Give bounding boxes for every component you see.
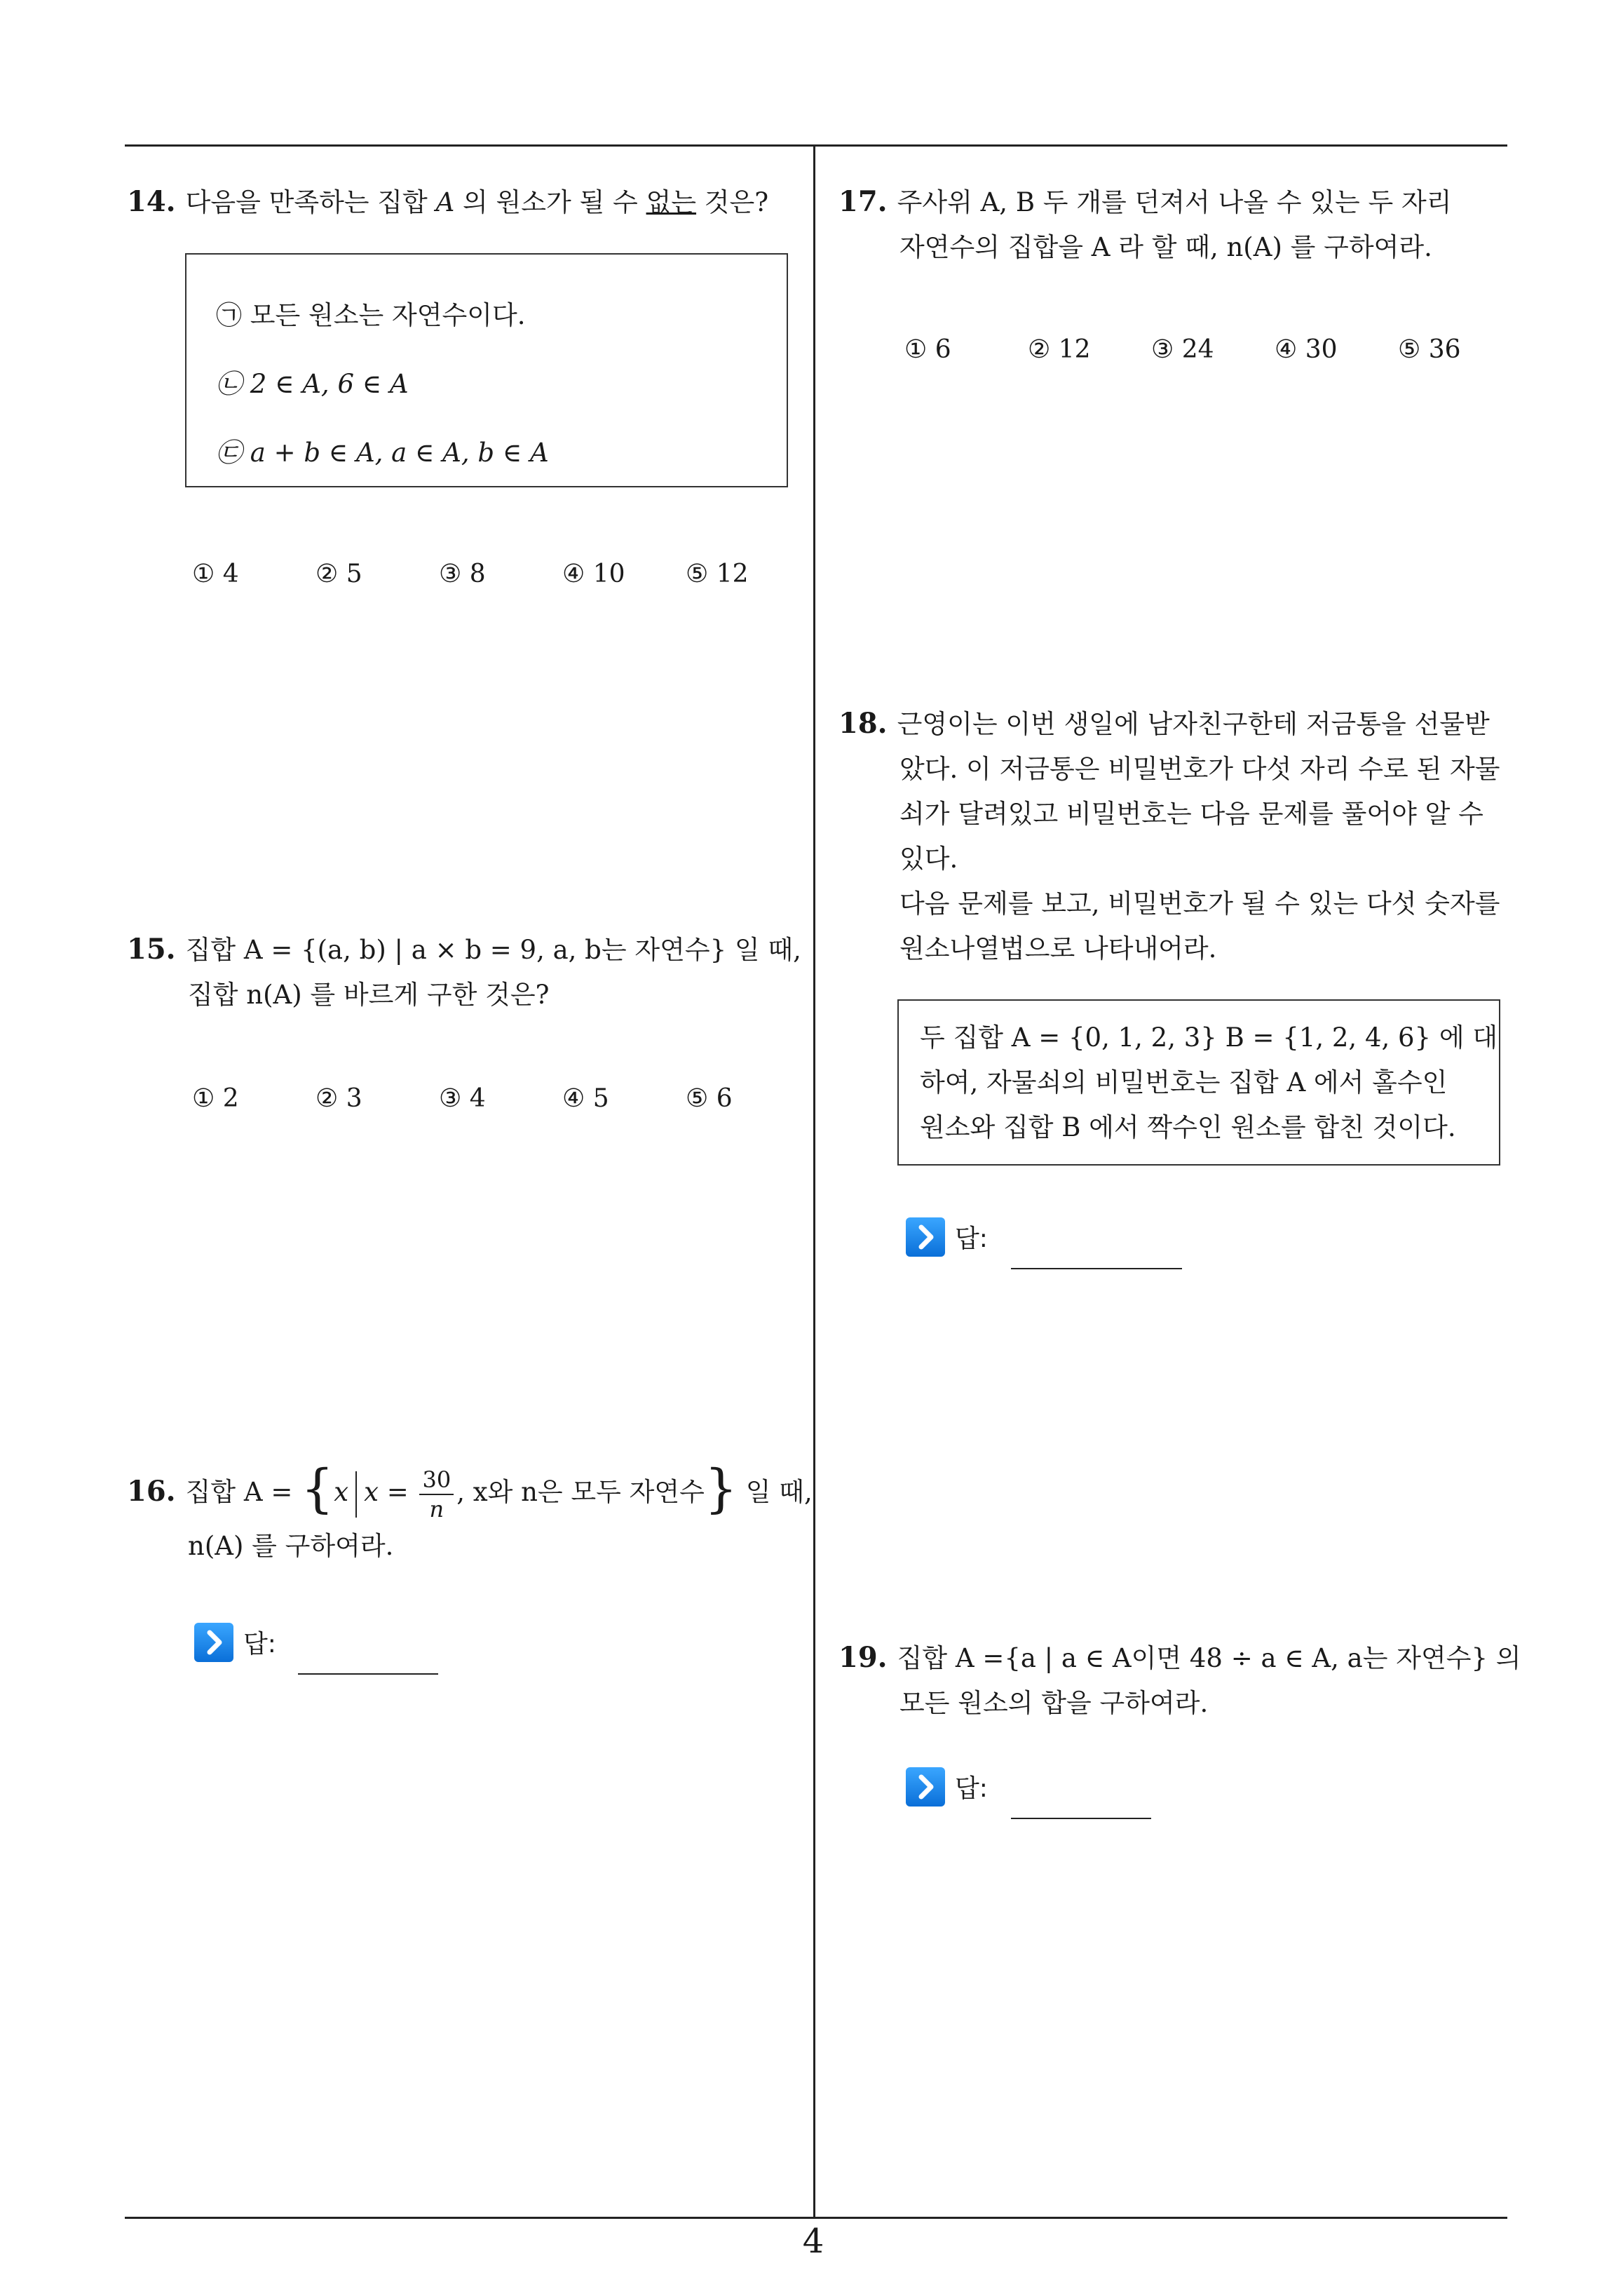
fraction: $\frac{30}{n}$ [419,1468,454,1520]
choice-1[interactable]: ① 2 [192,1084,239,1113]
arrow-right-icon [194,1623,233,1662]
top-rule [125,144,1507,147]
question-15: 15. 집합 A = {(a, b) | a × b = 9, a, b는 자연수} 일 때, 집합 n(A) 를 바르게 구한 것은? [127,933,801,1010]
choice-4[interactable]: ④ 30 [1275,335,1338,364]
choice-2[interactable]: ② 12 [1028,335,1091,364]
set-builder-bar [355,1471,357,1518]
choice-3[interactable]: ③ 4 [439,1084,486,1113]
choice-5[interactable]: ⑤ 36 [1398,335,1461,364]
answer-input[interactable] [298,1673,438,1675]
question-number: 19. [838,1641,888,1674]
arrow-right-icon [906,1217,945,1257]
choice-5[interactable]: ⑤ 6 [686,1084,733,1113]
column-divider [813,144,815,2219]
choice-3[interactable]: ③ 24 [1151,335,1214,364]
choice-1[interactable]: ① 4 [192,560,239,588]
arrow-right-icon [906,1767,945,1807]
answer-field [194,1623,447,1679]
question-number: 16. [127,1475,176,1508]
question-17: 17. 주사위 A, B 두 개를 던져서 나올 수 있는 두 자리 자연수의 집합을 A 라 할 때, n(A) 를 구하여라. [838,185,1452,262]
choice-2[interactable]: ② 5 [315,560,362,588]
answer-field [906,1767,1172,1823]
answer-input[interactable] [1011,1268,1182,1269]
answer-label: 답: [955,1774,988,1803]
question-19: 19. 집합 A ={a | a ∈ A이면 48 ÷ a ∈ A, a는 자연수} 의 모든 원소의 합을 구하여라. [838,1641,1521,1718]
question-number: 17. [838,185,888,218]
answer-input[interactable] [1011,1818,1151,1819]
problem-box: 두 집합 A = {0, 1, 2, 3} B = {1, 2, 4, 6} 에 대 하여, 자물쇠의 비밀번호는 집합 A 에서 홀수인 원소와 집합 B 에서 짝수인 원소를 합친 것이다. [897,999,1500,1166]
choice-5[interactable]: ⑤ 12 [686,560,749,588]
choice-4[interactable]: ④ 5 [562,1084,609,1113]
choice-2[interactable]: ② 3 [315,1084,362,1113]
question-number: 18. [838,707,888,740]
question-16: 16. 집합 A = {x x = $\frac{30}{n}$ , x와 n은 모두 자연수} 일 때, n(A) 를 구하여라. [127,1459,813,1561]
bottom-rule [125,2217,1507,2219]
choice-1[interactable]: ① 6 [904,335,951,364]
answer-field [906,1217,1200,1274]
page-number: 4 [802,2222,824,2261]
question-14: 14. 다음을 만족하는 집합 A 의 원소가 될 수 없는 것은? [127,185,769,218]
emphasis-underline: 없는 [646,187,697,217]
choice-4[interactable]: ④ 10 [562,560,625,588]
question-number: 15. [127,933,176,966]
condition-box: ㉠ 모든 원소는 자연수이다. ㉡ 2 ∈ A, 6 ∈ A ㉢ a + b ∈ A, a ∈ A, b ∈ A [185,253,788,487]
question-18: 18. 근영이는 이번 생일에 남자친구한테 저금통을 선물받 았다. 이 저금통은 비밀번호가 다섯 자리 수로 된 자물 쇠가 달려있고 비밀번호는 다음 문제를 풀어야 알 수 있다. 다음 문제를 보고, 비밀번호가 될 수 있는 다섯 숫자를 원소나열법으로 나타내어라. [838,707,1500,964]
choice-3[interactable]: ③ 8 [439,560,486,588]
question-number: 14. [127,185,176,218]
answer-label: 답: [243,1630,276,1659]
answer-label: 답: [955,1224,988,1253]
